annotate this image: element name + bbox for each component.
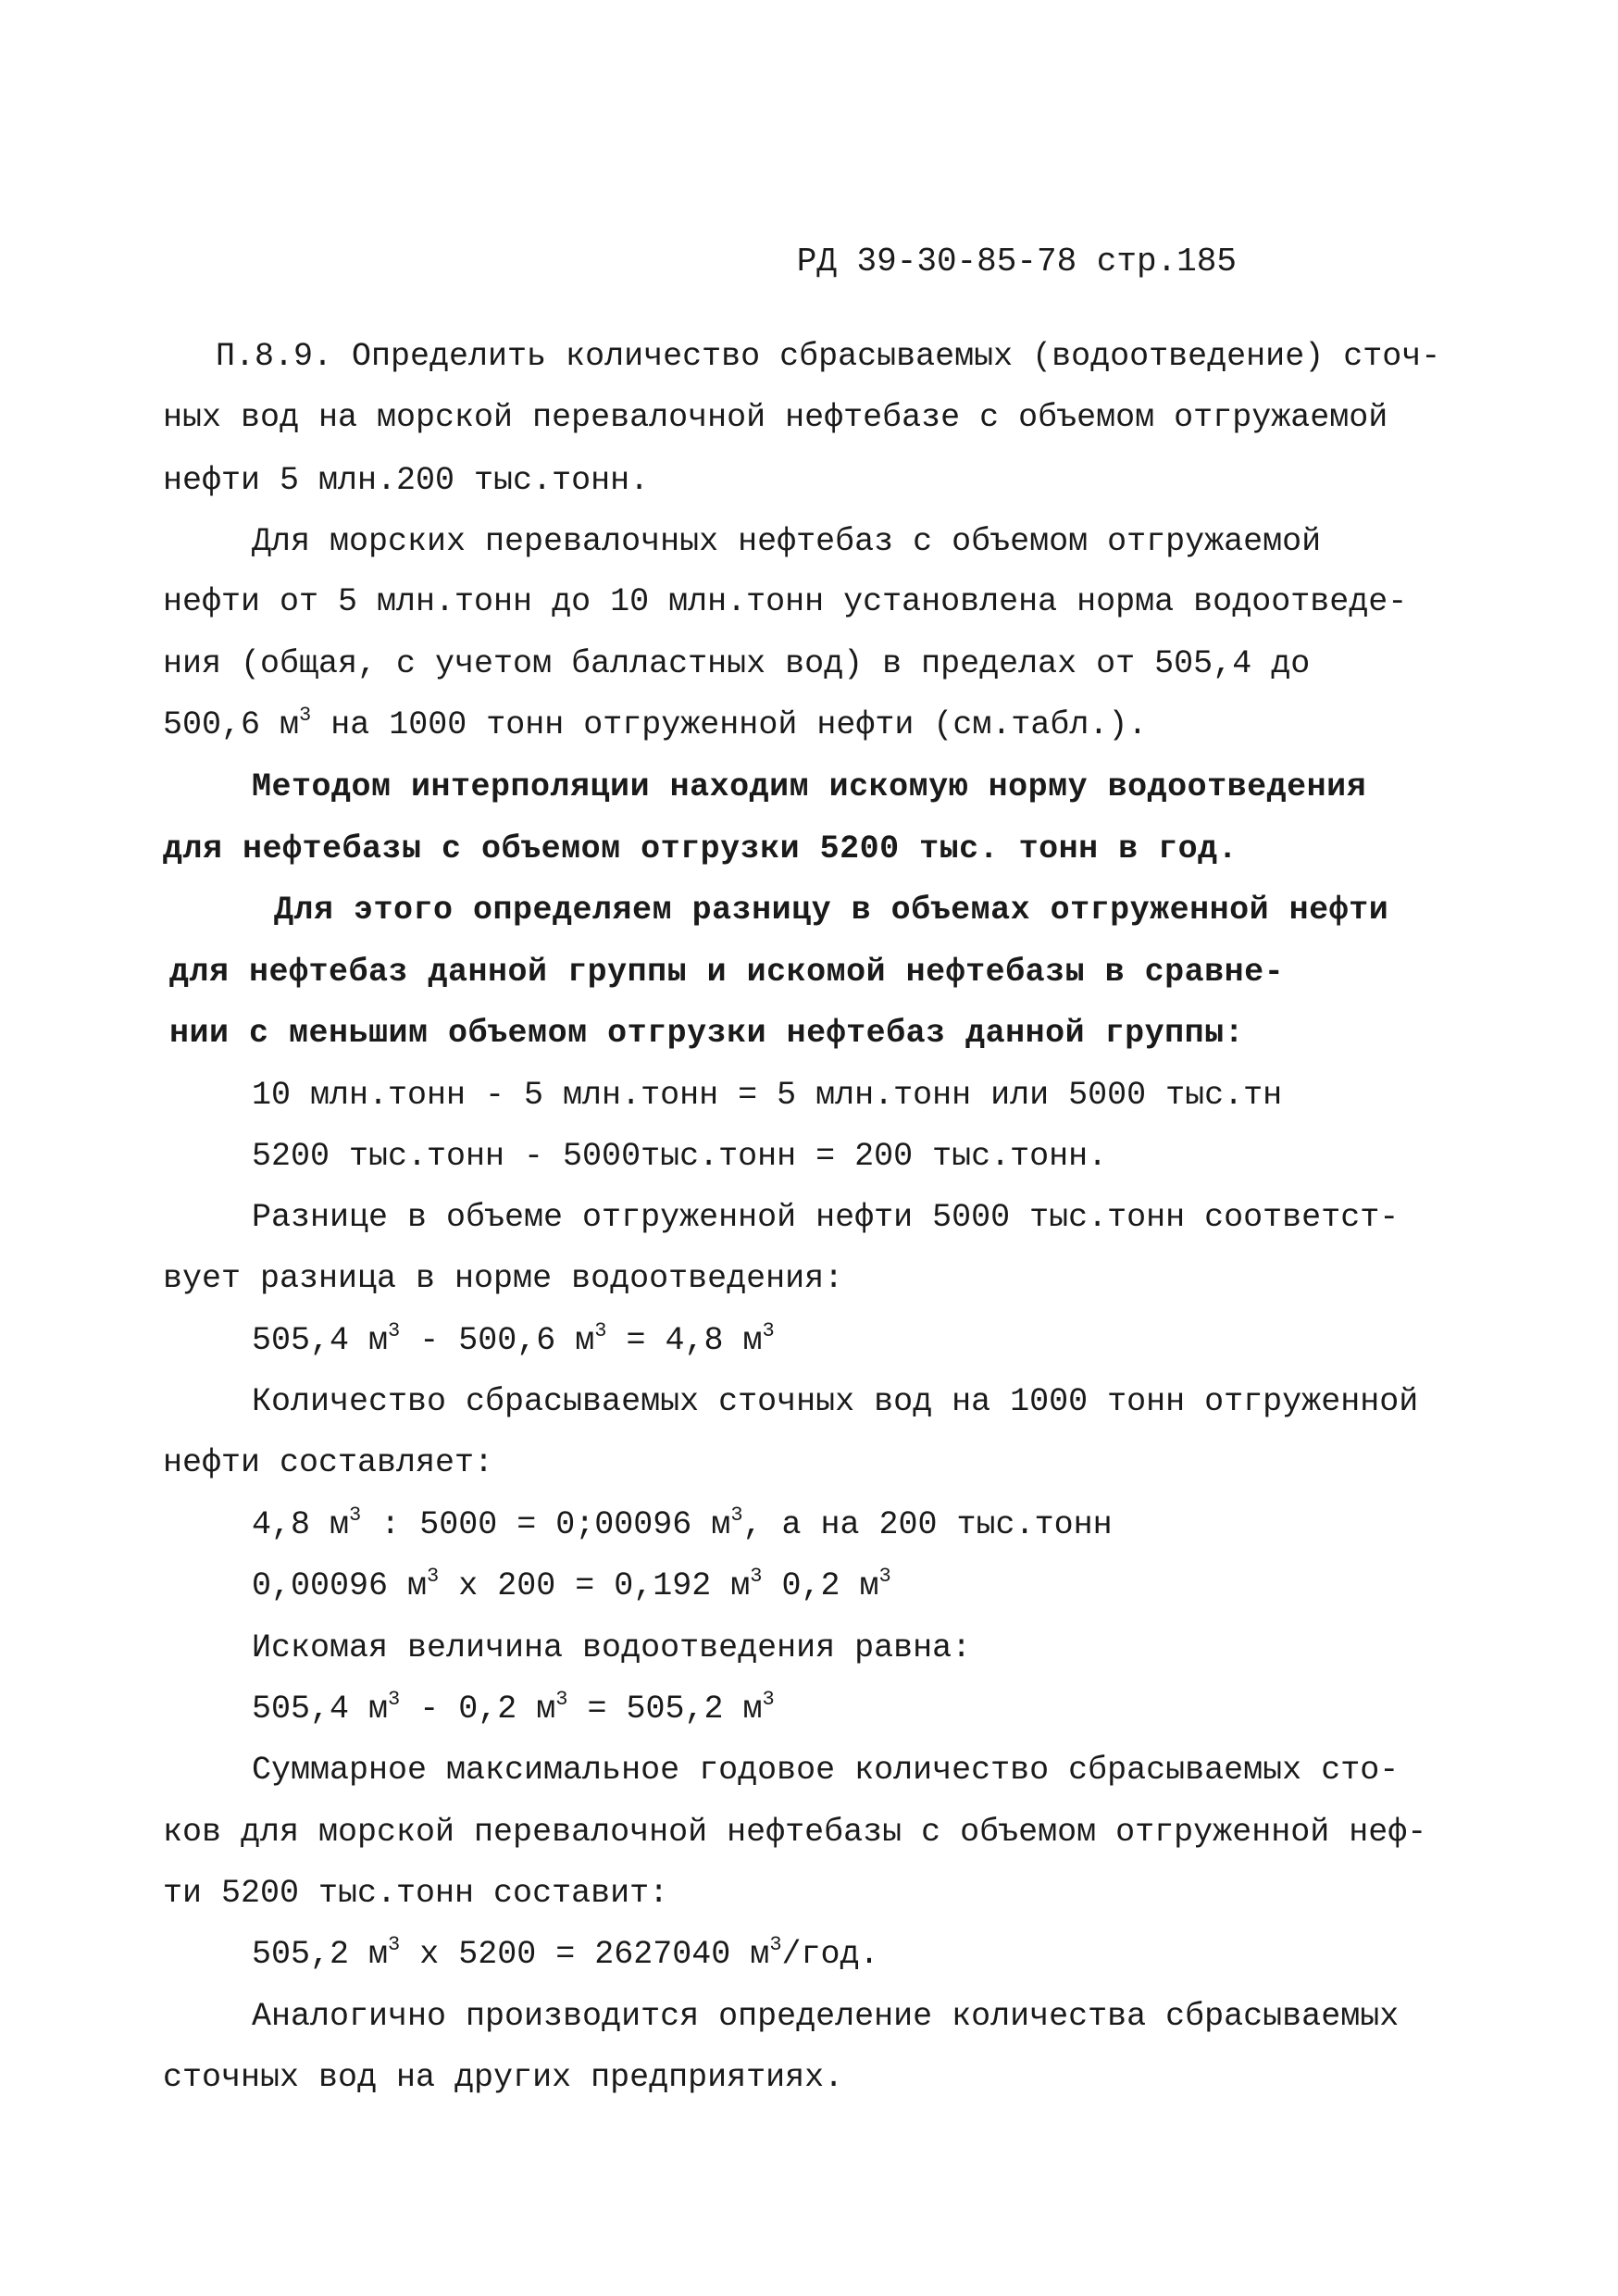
text-line [169, 956, 1284, 989]
text-segment: Суммарное максимальное годовое количество сбрасываемых сто- [252, 1752, 1400, 1789]
text-line [216, 338, 1441, 375]
text-segment: Искомая величина водоотведения равна: [252, 1629, 972, 1666]
text-segment: , а на 200 тыс.тонн [742, 1506, 1113, 1543]
text-segment: /год. [781, 1936, 879, 1973]
text-segment: 4,8 м [252, 1506, 350, 1543]
superscript: 3 [730, 1504, 743, 1527]
text-segment: ния (общая, с учетом балластных вод) в пределах от 505,4 до [163, 645, 1311, 682]
text-segment: х 5200 = 2627040 м [400, 1936, 770, 1973]
superscript: 3 [762, 1688, 775, 1711]
text-line [252, 1383, 1419, 1420]
text-line [252, 523, 1322, 560]
text-segment: Для морских перевалочных нефтебаз с объемом отгружаемой [252, 523, 1322, 560]
text-segment: 0,2 м [762, 1567, 879, 1604]
text-line [252, 1998, 1400, 2035]
text-segment: 505,2 м [252, 1936, 389, 1973]
text-segment: вует разница в норме водоотведения: [163, 1260, 844, 1297]
text-segment: Методом интерполяции находим искомую норму водоотведения [252, 768, 1367, 805]
superscript: 3 [388, 1688, 401, 1711]
superscript: 3 [769, 1933, 782, 1956]
text-line [163, 1444, 494, 1481]
text-segment: П.8.9. Определить количество сбрасываемых (водоотведение) сточ- [216, 338, 1441, 375]
text-segment: 505,4 м [252, 1322, 389, 1359]
text-segment: : 5000 = 0;00096 м [361, 1506, 731, 1543]
text-segment: для нефтебаз данной группы и искомой нефтебазы в сравне- [169, 954, 1285, 991]
superscript: 3 [750, 1565, 763, 1588]
text-line [274, 894, 1388, 927]
text-line [163, 1875, 669, 1912]
text-segment: на 1000 тонн отгруженной нефти (см.табл.). [311, 706, 1148, 743]
text-segment: нефти 5 млн.200 тыс.тонн. [163, 462, 650, 499]
text-line [163, 645, 1311, 682]
superscript: 3 [594, 1319, 607, 1342]
superscript: 3 [388, 1933, 401, 1956]
superscript: 3 [388, 1319, 401, 1342]
text-segment: 5200 тыс.тонн - 5000тыс.тонн = 200 тыс.тонн. [252, 1138, 1108, 1175]
text-segment: для нефтебазы с объемом отгрузки 5200 тыс. тонн в год. [163, 830, 1238, 867]
text-segment: 500,6 м [163, 706, 300, 743]
superscript: 3 [427, 1565, 440, 1588]
text-line [252, 1319, 775, 1359]
text-segment: ных вод на морской перевалочной нефтебазе с объемом отгружаемой [163, 399, 1388, 436]
text-segment: - 500,6 м [400, 1322, 595, 1359]
text-segment: 505,4 м [252, 1691, 389, 1728]
superscript: 3 [878, 1565, 891, 1588]
page-header: РД 39-30-85-78 стр.185 [796, 243, 1237, 281]
text-segment: сточных вод на других предприятиях. [163, 2059, 844, 2096]
text-segment: Аналогично производится определение количества сбрасываемых [252, 1998, 1400, 2035]
text-line [163, 2059, 844, 2096]
text-line [252, 1754, 1399, 1787]
text-segment: = 4,8 м [606, 1322, 763, 1359]
text-line [252, 1688, 775, 1728]
text-line [252, 1629, 972, 1666]
text-segment: - 0,2 м [400, 1691, 556, 1728]
text-line [163, 830, 1238, 867]
superscript: 3 [762, 1319, 775, 1342]
text-segment: ков для морской перевалочной нефтебазы с объемом отгруженной неф- [163, 1814, 1427, 1851]
text-line [252, 1199, 1400, 1236]
text-line [252, 1138, 1108, 1175]
text-line [252, 768, 1367, 805]
text-segment: нефти составляет: [163, 1444, 494, 1481]
text-line [163, 583, 1408, 620]
superscript: 3 [555, 1688, 568, 1711]
text-segment: нии с меньшим объемом отгрузки нефтебаз данной группы: [169, 1015, 1245, 1052]
text-line [169, 1017, 1244, 1050]
text-line [252, 1504, 1113, 1543]
text-segment: х 200 = 0,192 м [439, 1567, 751, 1604]
text-segment: = 505,2 м [567, 1691, 763, 1728]
text-line [163, 399, 1388, 436]
text-segment: Количество сбрасываемых сточных вод на 1000 тонн отгруженной [252, 1383, 1419, 1420]
text-segment: нефти от 5 млн.тонн до 10 млн.тонн установлена норма водоотведе- [163, 583, 1408, 620]
text-line [163, 1816, 1426, 1849]
text-line [252, 1933, 879, 1973]
text-segment: 0,00096 м [252, 1567, 428, 1604]
superscript: 3 [349, 1504, 362, 1527]
text-segment: Разнице в объеме отгруженной нефти 5000 тыс.тонн соответст- [252, 1199, 1400, 1236]
text-line [252, 1565, 891, 1604]
text-segment: ти 5200 тыс.тонн составит: [163, 1875, 669, 1912]
text-line [163, 1260, 844, 1297]
text-line [163, 462, 650, 499]
text-segment: 10 млн.тонн - 5 млн.тонн = 5 млн.тонн или 5000 тыс.тн [252, 1077, 1283, 1114]
text-line [163, 704, 1148, 743]
text-segment: Для этого определяем разницу в объемах отгруженной нефти [274, 892, 1389, 929]
text-line [252, 1079, 1282, 1112]
superscript: 3 [299, 704, 312, 727]
